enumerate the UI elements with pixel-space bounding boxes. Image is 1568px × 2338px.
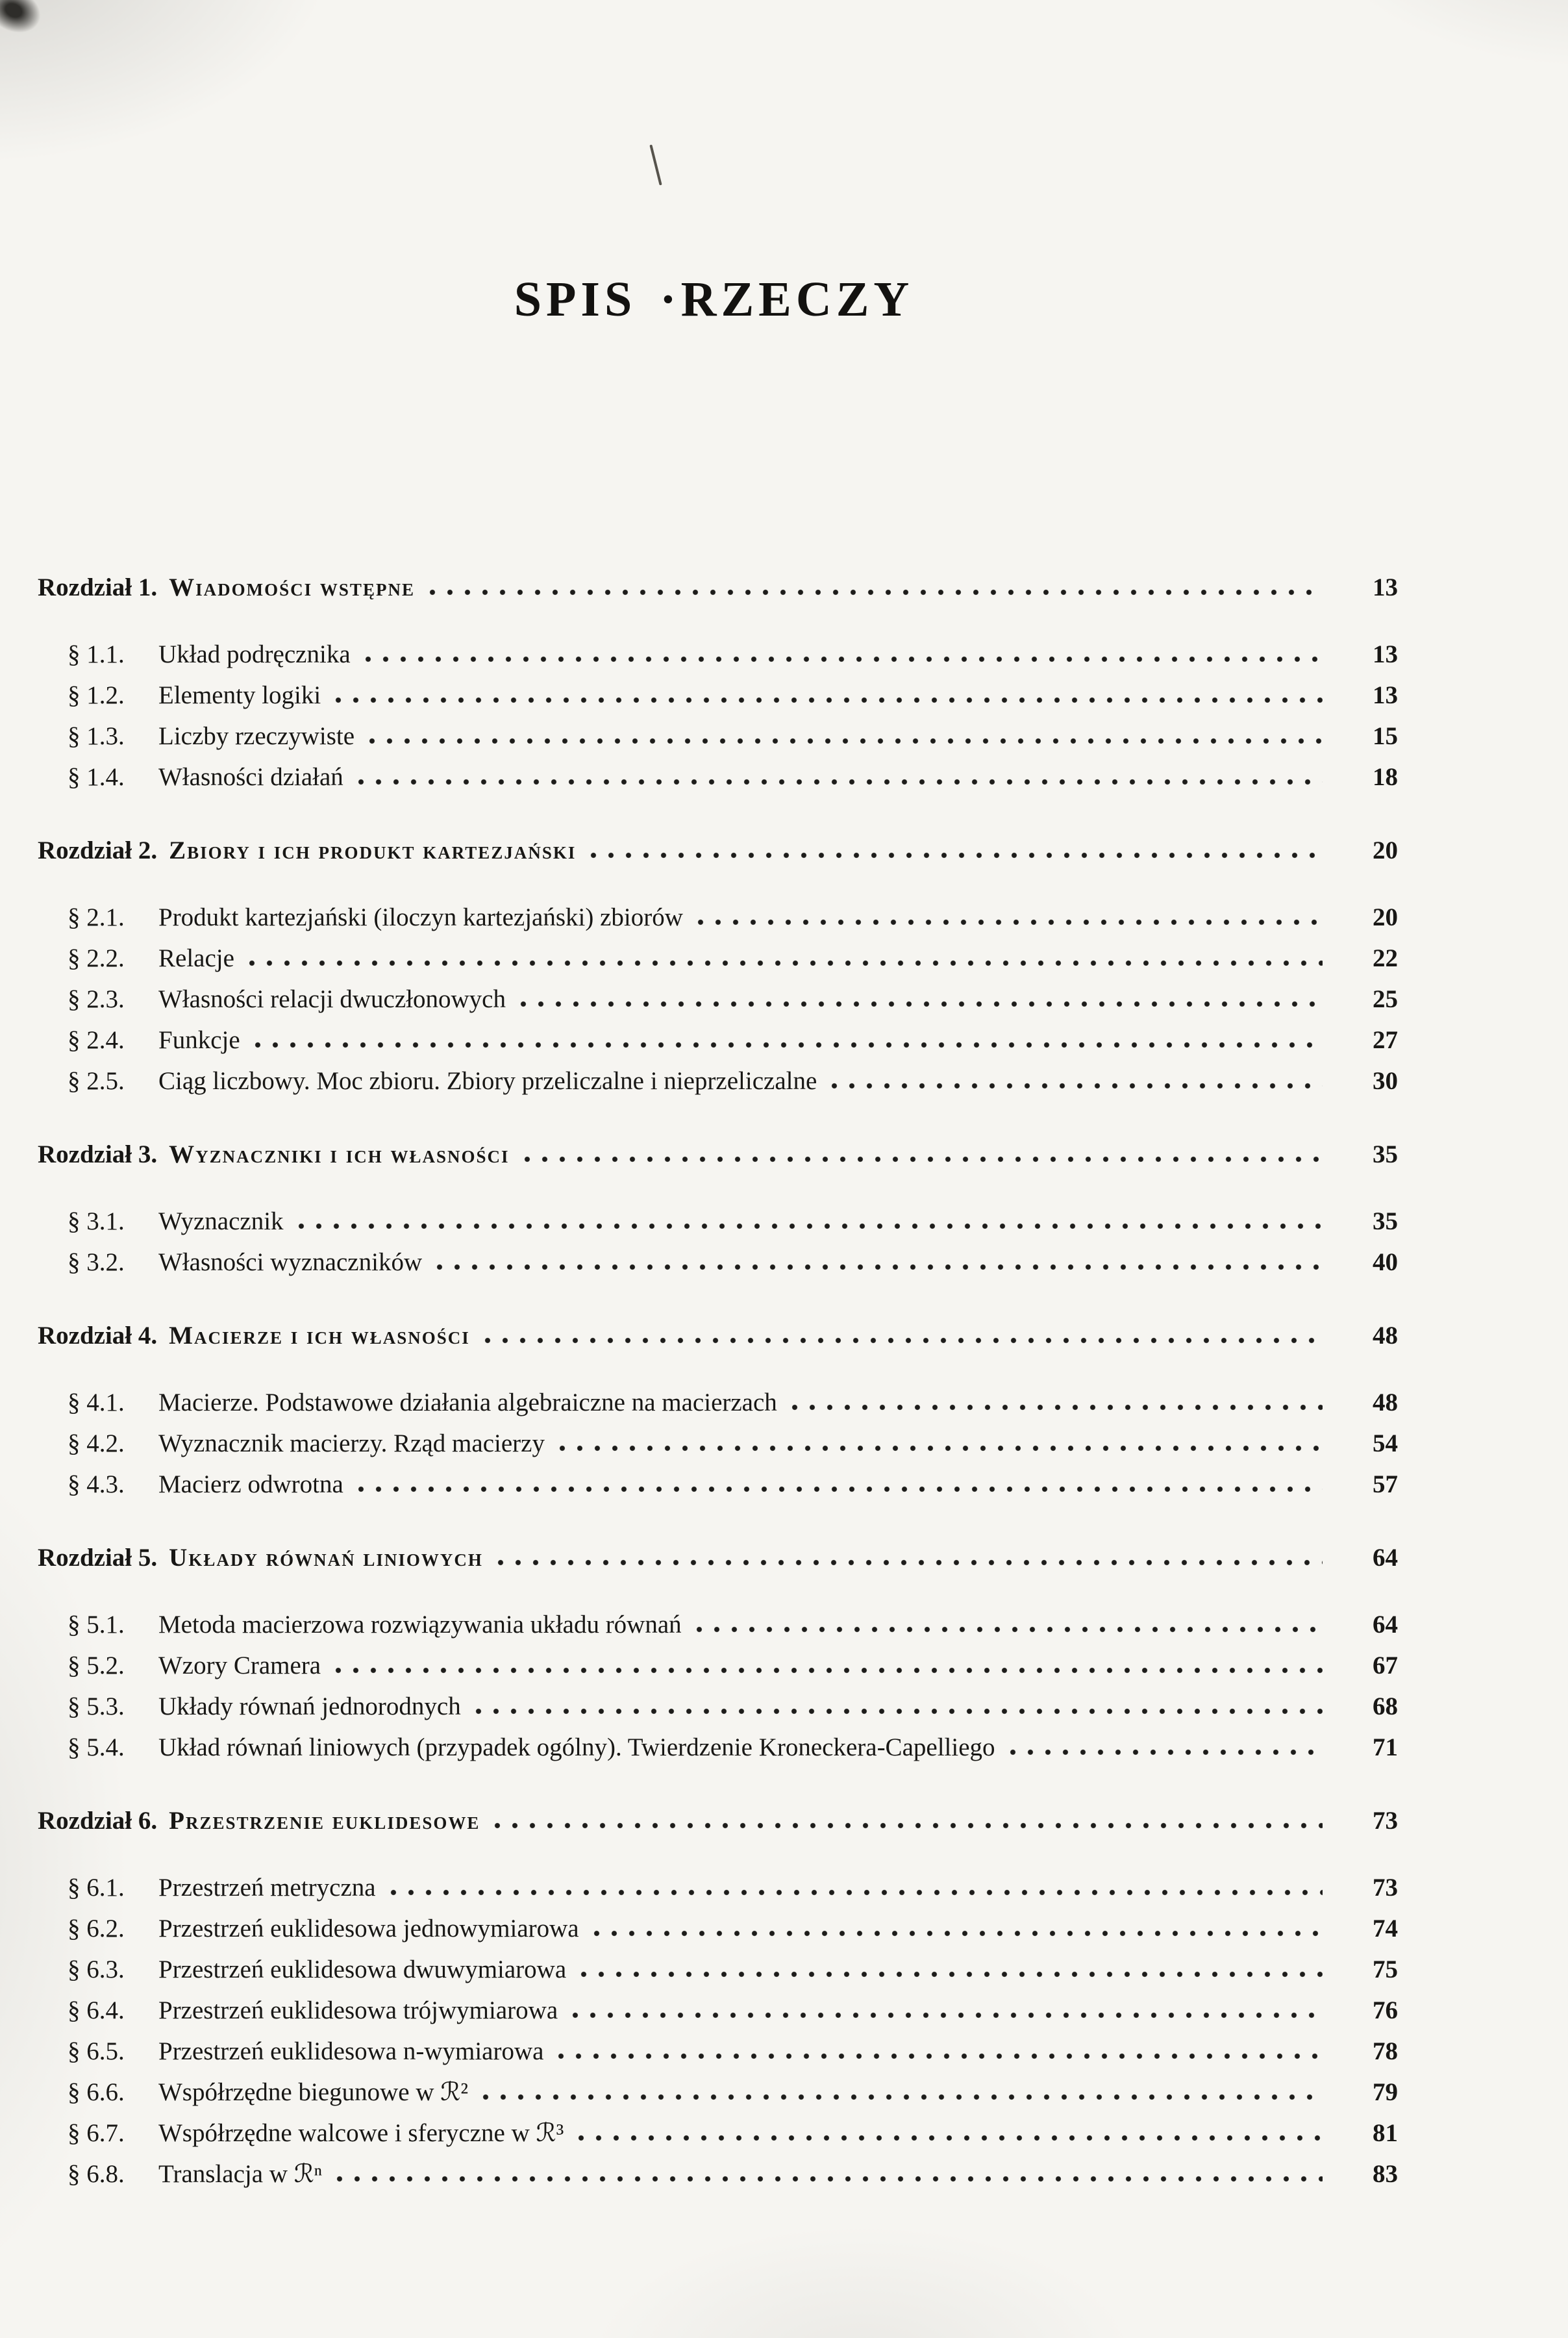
toc-section-row (38, 1464, 1398, 1505)
toc-section-row (38, 1382, 1398, 1423)
section-title: Współrzędne walcowe i sferyczne w ℛ³ (158, 2119, 564, 2147)
chapter-label: Rozdział 2. (38, 836, 158, 864)
dot-leader (520, 1001, 1323, 1007)
dot-leader (369, 738, 1323, 744)
section-title: Przestrzeń euklidesowa trójwymiarowa (158, 1996, 558, 2024)
chapter-label: Rozdział 6. (38, 1807, 158, 1835)
dot-leader (578, 2135, 1323, 2141)
scan-artifact (649, 144, 662, 185)
toc-section-row (38, 1686, 1398, 1727)
toc-section-row (38, 716, 1398, 757)
toc-chapter-row (38, 567, 1398, 608)
toc-chapter-row (38, 1315, 1398, 1356)
chapter-title: Układy równań liniowych (169, 1544, 483, 1572)
page-number: 48 (1373, 1389, 1398, 1416)
page-number: 35 (1373, 1140, 1398, 1168)
page-number: 13 (1373, 573, 1398, 601)
page-number: 35 (1373, 1207, 1398, 1235)
toc-section-row (38, 1645, 1398, 1686)
section-label: § 2.3. (68, 985, 125, 1013)
page-number: 13 (1373, 681, 1398, 709)
section-title: Własności działań (158, 763, 343, 791)
page-number: 71 (1373, 1733, 1398, 1761)
section-title: Własności wyznaczników (158, 1248, 423, 1276)
section-title: Współrzędne biegunowe w ℛ² (158, 2078, 469, 2106)
dot-leader (524, 1156, 1323, 1163)
toc-section-row (38, 1020, 1398, 1061)
toc-chapter-row (38, 1537, 1398, 1578)
dot-leader (335, 697, 1323, 703)
chapter-title: Wyznaczniki i ich własności (169, 1140, 510, 1168)
scan-artifact (0, 0, 47, 41)
toc-section-row (38, 2031, 1398, 2072)
toc-section-group (38, 1201, 1398, 1283)
toc-list (38, 567, 1398, 2194)
section-label: § 5.2. (68, 1652, 125, 1679)
section-label: § 2.4. (68, 1026, 125, 1054)
section-label: § 6.6. (68, 2078, 125, 2106)
page-number: 64 (1373, 1544, 1398, 1572)
page-number: 20 (1373, 836, 1398, 864)
toc-section-group (38, 1867, 1398, 2194)
dot-leader (580, 1971, 1323, 1978)
section-label: § 2.2. (68, 944, 125, 972)
section-label: § 2.1. (68, 903, 125, 931)
page-title: SPIS ·RZECZY (514, 272, 914, 327)
section-label: § 3.1. (68, 1207, 125, 1235)
page-number: 76 (1373, 1996, 1398, 2024)
section-label: § 1.1. (68, 640, 125, 668)
section-label: § 6.5. (68, 2037, 125, 2065)
toc-chapter-row (38, 1800, 1398, 1841)
dot-leader (791, 1404, 1323, 1411)
dot-leader (1010, 1749, 1323, 1755)
dot-leader (831, 1083, 1323, 1089)
toc-section-group (38, 897, 1398, 1101)
section-title: Wyznacznik macierzy. Rząd macierzy (158, 1429, 545, 1457)
toc-chapter (38, 1800, 1398, 2194)
page-number: 78 (1373, 2037, 1398, 2065)
section-title: Przestrzeń euklidesowa jednowymiarowa (158, 1915, 579, 1942)
dot-leader (336, 2176, 1323, 2182)
section-label: § 1.2. (68, 681, 125, 709)
toc-section-row (38, 1949, 1398, 1990)
section-title: Liczby rzeczywiste (158, 722, 355, 750)
toc-section-row (38, 938, 1398, 979)
page-number: 30 (1373, 1067, 1398, 1095)
section-title: Wyznacznik (158, 1207, 284, 1235)
page-number: 57 (1373, 1470, 1398, 1498)
toc-section-row (38, 2113, 1398, 2154)
dot-leader (429, 589, 1323, 596)
dot-leader (558, 2053, 1323, 2059)
section-title: Przestrzeń euklidesowa n-wymiarowa (158, 2037, 544, 2065)
section-label: § 6.2. (68, 1915, 125, 1942)
dot-leader (475, 1708, 1323, 1715)
section-label: § 1.3. (68, 722, 125, 750)
page-number: 83 (1373, 2160, 1398, 2188)
section-label: § 5.1. (68, 1611, 125, 1639)
page-number: 79 (1373, 2078, 1398, 2106)
section-label: § 4.2. (68, 1429, 125, 1457)
toc-section-row (38, 1061, 1398, 1101)
chapter-label: Rozdział 1. (38, 573, 158, 601)
dot-leader (365, 656, 1323, 662)
chapter-title: Macierze i ich własności (169, 1322, 470, 1350)
page-number: 67 (1373, 1652, 1398, 1679)
toc-section-row (38, 634, 1398, 675)
toc-section-row (38, 1423, 1398, 1464)
section-title: Relacje (158, 944, 234, 972)
chapter-title: Przestrzenie euklidesowe (169, 1807, 480, 1835)
page-number: 68 (1373, 1692, 1398, 1720)
dot-leader (497, 1559, 1323, 1566)
toc-section-row (38, 897, 1398, 938)
toc-chapter-row (38, 1134, 1398, 1175)
toc-chapter (38, 567, 1398, 798)
chapter-label: Rozdział 3. (38, 1140, 158, 1168)
dot-leader (335, 1667, 1323, 1674)
section-title: Translacja w ℛⁿ (158, 2160, 323, 2188)
toc-section-row (38, 1727, 1398, 1768)
dot-leader (593, 1930, 1323, 1937)
toc-section-row (38, 1242, 1398, 1283)
dot-leader (559, 1445, 1323, 1452)
toc-chapter (38, 830, 1398, 1101)
chapter-label: Rozdział 5. (38, 1544, 158, 1572)
dot-leader (482, 2094, 1323, 2100)
dot-leader (494, 1822, 1323, 1829)
dot-leader (358, 1486, 1323, 1492)
page-number: 73 (1373, 1807, 1398, 1835)
section-title: Wzory Cramera (158, 1652, 321, 1679)
section-title: Własności relacji dwuczłonowych (158, 985, 506, 1013)
section-label: § 3.2. (68, 1248, 125, 1276)
toc-chapter (38, 1537, 1398, 1768)
section-title: Metoda macierzowa rozwiązywania układu równań (158, 1611, 682, 1639)
toc-section-row (38, 2072, 1398, 2113)
page-number: 40 (1373, 1248, 1398, 1276)
page-number: 73 (1373, 1874, 1398, 1902)
section-title: Macierze. Podstawowe działania algebraiczne na macierzach (158, 1389, 777, 1416)
dot-leader (255, 1042, 1323, 1048)
toc-section-row (38, 757, 1398, 798)
page-number: 75 (1373, 1955, 1398, 1983)
page-number: 15 (1373, 722, 1398, 750)
page-number: 18 (1373, 763, 1398, 791)
page-number: 54 (1373, 1429, 1398, 1457)
toc-chapter-row (38, 830, 1398, 871)
dot-leader (298, 1223, 1323, 1229)
dot-leader (484, 1337, 1323, 1344)
section-title: Przestrzeń euklidesowa dwuwymiarowa (158, 1955, 567, 1983)
toc-section-row (38, 1604, 1398, 1645)
section-title: Układ podręcznika (158, 640, 351, 668)
toc-chapter (38, 1134, 1398, 1283)
toc-section-row (38, 675, 1398, 716)
toc-section-row (38, 1908, 1398, 1949)
section-title: Macierz odwrotna (158, 1470, 343, 1498)
section-label: § 6.8. (68, 2160, 125, 2188)
toc-section-row (38, 979, 1398, 1020)
page-number: 74 (1373, 1915, 1398, 1942)
page-number: 22 (1373, 944, 1398, 972)
toc-section-row (38, 1990, 1398, 2031)
section-title: Układ równań liniowych (przypadek ogólny). Twierdzenie Kroneckera-Capelliego (158, 1733, 995, 1761)
toc-chapter (38, 1315, 1398, 1505)
section-title: Ciąg liczbowy. Moc zbioru. Zbiory przeliczalne i nieprzeliczalne (158, 1067, 817, 1095)
section-label: § 4.3. (68, 1470, 125, 1498)
section-label: § 6.7. (68, 2119, 125, 2147)
section-label: § 5.3. (68, 1692, 125, 1720)
section-title: Produkt kartezjański (iloczyn kartezjański) zbiorów (158, 903, 683, 931)
section-label: § 5.4. (68, 1733, 125, 1761)
toc-section-group (38, 1382, 1398, 1505)
dot-leader (572, 2012, 1323, 2018)
toc-section-row (38, 2154, 1398, 2194)
section-title: Przestrzeń metryczna (158, 1874, 376, 1902)
page-number: 27 (1373, 1026, 1398, 1054)
dot-leader (590, 852, 1323, 859)
dot-leader (358, 779, 1323, 785)
section-title: Elementy logiki (158, 681, 321, 709)
chapter-title: Zbiory i ich produkt kartezjański (169, 836, 577, 864)
dot-leader (697, 919, 1323, 925)
page-number: 13 (1373, 640, 1398, 668)
section-label: § 2.5. (68, 1067, 125, 1095)
section-label: § 6.4. (68, 1996, 125, 2024)
section-title: Funkcje (158, 1026, 240, 1054)
toc-section-row (38, 1201, 1398, 1242)
toc-section-group (38, 1604, 1398, 1768)
chapter-title: Wiadomości wstępne (169, 573, 415, 601)
dot-leader (696, 1626, 1323, 1633)
toc-section-row (38, 1867, 1398, 1908)
page-number: 64 (1373, 1611, 1398, 1639)
section-label: § 6.3. (68, 1955, 125, 1983)
page-number: 20 (1373, 903, 1398, 931)
page-number: 48 (1373, 1322, 1398, 1350)
dot-leader (390, 1889, 1323, 1896)
page-number: 25 (1373, 985, 1398, 1013)
section-label: § 4.1. (68, 1389, 125, 1416)
dot-leader (436, 1264, 1323, 1270)
chapter-label: Rozdział 4. (38, 1322, 158, 1350)
section-title: Układy równań jednorodnych (158, 1692, 461, 1720)
section-label: § 6.1. (68, 1874, 125, 1902)
dot-leader (249, 960, 1323, 966)
section-label: § 1.4. (68, 763, 125, 791)
page-number: 81 (1373, 2119, 1398, 2147)
toc-section-group (38, 634, 1398, 798)
